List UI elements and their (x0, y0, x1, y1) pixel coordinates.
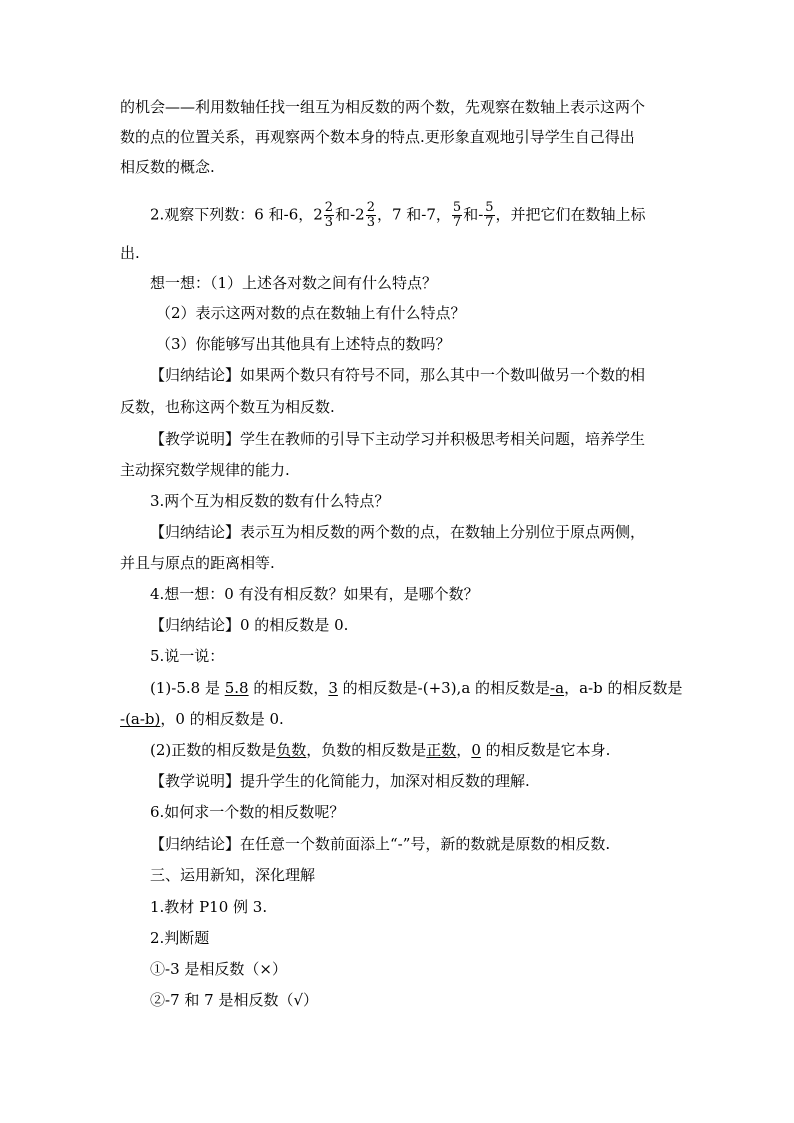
say1-text-e: ，0 的相反数是 0. (160, 710, 284, 728)
answer-blank: 0 (471, 741, 481, 759)
conclusion-4: 【归纳结论】0 的相反数是 0. (150, 616, 349, 634)
conclusion-line-1: 【归纳结论】如果两个数只有符号不同，那么其中一个数叫做另一个数的相 (150, 366, 646, 384)
answer-blank: -(a-b) (120, 710, 161, 728)
conclusion-6: 【归纳结论】在任意一个数前面添上“-”号，新的数就是原数的相反数. (150, 835, 611, 853)
say2-text-d: 的相反数是它本身. (480, 741, 611, 759)
answer-blank: 负数 (276, 741, 307, 759)
observe-text-c: ，7 和-7， (376, 205, 451, 224)
conclusion-3-line-1: 【归纳结论】表示互为相反数的两个数的点，在数轴上分别位于原点两侧， (150, 523, 646, 541)
say1-text-d: ，a-b 的相反数是 (564, 679, 683, 697)
section-heading-3: 三、运用新知，深化理解 (150, 866, 316, 884)
answer-blank: 正数 (426, 741, 457, 759)
say1-text-a: (1)-5.8 是 (150, 679, 225, 697)
fraction-denominator: 7 (485, 215, 494, 230)
question-6: 6.如何求一个数的相反数呢？ (150, 803, 345, 821)
fraction-numerator: 2 (324, 200, 334, 215)
fraction-denominator: 7 (452, 215, 462, 230)
answer-blank: 3 (328, 679, 338, 697)
observe-line-end: 出. (120, 244, 140, 262)
observe-text-e: ，并把它们在数轴上标 (495, 205, 646, 224)
say-item-1-line-1 (120, 678, 682, 698)
exercise-2-heading: 2.判断题 (150, 929, 210, 947)
fraction-five-sevenths-2 (484, 201, 494, 230)
observe-text-d: 和- (463, 205, 484, 224)
think-question-2: （2）表示这两对数的点在数轴上有什么特点？ (156, 304, 466, 322)
observe-text-a: 2.观察下列数：6 和-6，2 (150, 205, 323, 224)
fraction-numerator: 5 (452, 200, 462, 215)
conclusion-3-line-2: 并且与原点的距离相等. (120, 554, 275, 572)
say2-text-c: ， (456, 741, 472, 759)
conclusion-line-2: 反数，也称这两个数互为相反数. (120, 398, 335, 416)
teaching-note-2: 【教学说明】提升学生的化简能力，加深对相反数的理解. (150, 772, 530, 790)
fraction-five-sevenths-1 (452, 201, 462, 230)
teaching-note-line-2: 主动探究数学规律的能力. (120, 461, 290, 479)
observe-text-b: 和-2 (335, 205, 365, 224)
think-question-3: （3）你能够写出其他具有上述特点的数吗？ (156, 335, 451, 353)
say1-text-c: 的相反数是-(+3),a 的相反数是 (337, 679, 551, 697)
question-3: 3.两个互为相反数的数有什么特点？ (150, 492, 390, 510)
paragraph-line-3: 相反数的概念. (120, 158, 215, 176)
say-item-2 (120, 740, 610, 760)
answer-blank: 5.8 (224, 679, 249, 697)
question-4: 4.想一想：0 有没有相反数？如果有，是哪个数？ (150, 585, 479, 603)
say1-text-b: 的相反数， (248, 679, 329, 697)
fraction-denominator: 3 (324, 215, 334, 230)
observe-numbers-line (120, 201, 646, 230)
fraction-denominator: 3 (366, 215, 375, 230)
say2-text-b: ，负数的相反数是 (306, 741, 427, 759)
say-heading: 5.说一说： (150, 647, 225, 665)
paragraph-line-2: 数的点的位置关系，再观察两个数本身的特点.更形象直观地引导学生自己得出 (120, 128, 635, 146)
answer-blank: -a (550, 679, 565, 697)
judgment-item-2: ②-7 和 7 是相反数（√） (150, 991, 319, 1009)
fraction-two-thirds-1 (324, 201, 334, 230)
fraction-numerator: 5 (485, 200, 494, 215)
fraction-numerator: 2 (366, 200, 375, 215)
say2-text-a: (2)正数的相反数是 (150, 741, 277, 759)
paragraph-line-1: 的机会——利用数轴任找一组互为相反数的两个数，先观察在数轴上表示这两个 (120, 98, 646, 116)
fraction-two-thirds-2 (366, 201, 376, 230)
say-item-1-line-2 (120, 709, 284, 729)
think-question-1: 想一想：（1）上述各对数之间有什么特点？ (150, 274, 438, 292)
exercise-1: 1.教材 P10 例 3. (150, 898, 268, 916)
judgment-item-1: ①-3 是相反数（×） (150, 960, 287, 978)
teaching-note-line-1: 【教学说明】学生在教师的引导下主动学习并积极思考相关问题，培养学生 (150, 430, 646, 448)
